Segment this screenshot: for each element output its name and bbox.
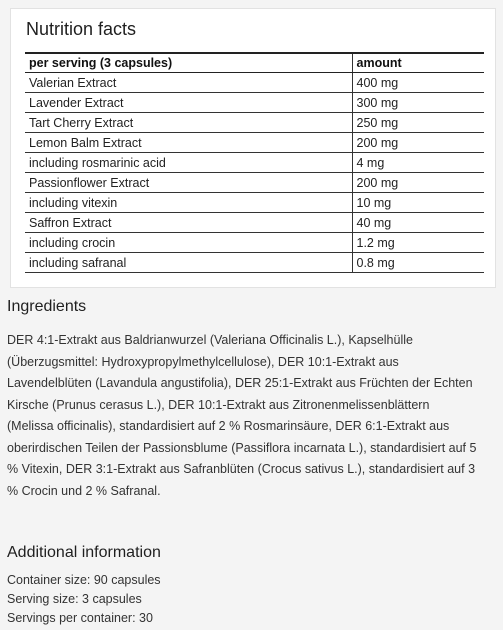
amount-column-header: amount [352, 53, 484, 73]
nutrient-amount: 400 mg [352, 73, 484, 93]
table-row [25, 253, 484, 273]
nutrient-name: Tart Cherry Extract [25, 113, 352, 133]
nutrient-name: Lavender Extract [25, 93, 352, 113]
nutrient-amount: 4 mg [352, 153, 484, 173]
table-row [25, 93, 484, 113]
nutrient-name: Lemon Balm Extract [25, 133, 352, 153]
nutrient-amount: 250 mg [352, 113, 484, 133]
table-row [25, 233, 484, 253]
nutrient-amount: 10 mg [352, 193, 484, 213]
nutrient-amount: 1.2 mg [352, 233, 484, 253]
serving-column-header: per serving (3 capsules) [25, 53, 352, 73]
ingredients-heading: Ingredients [7, 298, 87, 315]
nutrient-name: Valerian Extract [25, 73, 352, 93]
additional-info-list [7, 571, 161, 628]
table-header-row [25, 53, 484, 73]
nutrition-facts-card [10, 8, 496, 288]
table-row [25, 133, 484, 153]
table-row [25, 153, 484, 173]
table-row [25, 73, 484, 93]
nutrient-amount: 300 mg [352, 93, 484, 113]
nutrient-name: Saffron Extract [25, 213, 352, 233]
table-row [25, 113, 484, 133]
nutrient-amount: 200 mg [352, 173, 484, 193]
ingredients-text: DER 4:1-Extrakt aus Baldrianwurzel (Valeriana Officinalis L.), Kapselhülle (Überzugsmittel: Hydroxypropylmethylcellulose), DER 10:1-Extrakt aus Lavendelblüten (Lavandula angustifolia), DER 25:1-Extrakt aus Früchten der Echten Kirsche (Prunus cerasus L.), DER 10:1-Extrakt aus Zitronenmelissenblättern (Melissa officinalis), standardisiert auf 2 % Rosmarinsäure, DER 6:1-Extrakt aus oberirdischen Teilen der Passionsblume (Passiflora incarnata L.), standardisiert auf 5 % Vitexin, DER 3:1-Extrakt aus Safranblüten (Crocus sativus L.), standardisiert auf 3 % Crocin und 2 % Safranal. [7, 333, 477, 498]
table-row [25, 193, 484, 213]
container-size: Container size: 90 capsules [7, 573, 161, 587]
nutrient-name: including crocin [25, 233, 352, 253]
table-row [25, 213, 484, 233]
nutrient-name: Passionflower Extract [25, 173, 352, 193]
nutrient-amount: 40 mg [352, 213, 484, 233]
nutrient-name: including safranal [25, 253, 352, 273]
additional-info-heading: Additional information [7, 544, 161, 561]
nutrient-name: including rosmarinic acid [25, 153, 352, 173]
nutrition-facts-title: Nutrition facts [26, 19, 137, 39]
table-row [25, 173, 484, 193]
nutrition-table [25, 52, 484, 273]
nutrient-amount: 0.8 mg [352, 253, 484, 273]
nutrient-amount: 200 mg [352, 133, 484, 153]
nutrient-name: including vitexin [25, 193, 352, 213]
servings-per-container: Servings per container: 30 [7, 611, 153, 625]
serving-size: Serving size: 3 capsules [7, 592, 142, 606]
